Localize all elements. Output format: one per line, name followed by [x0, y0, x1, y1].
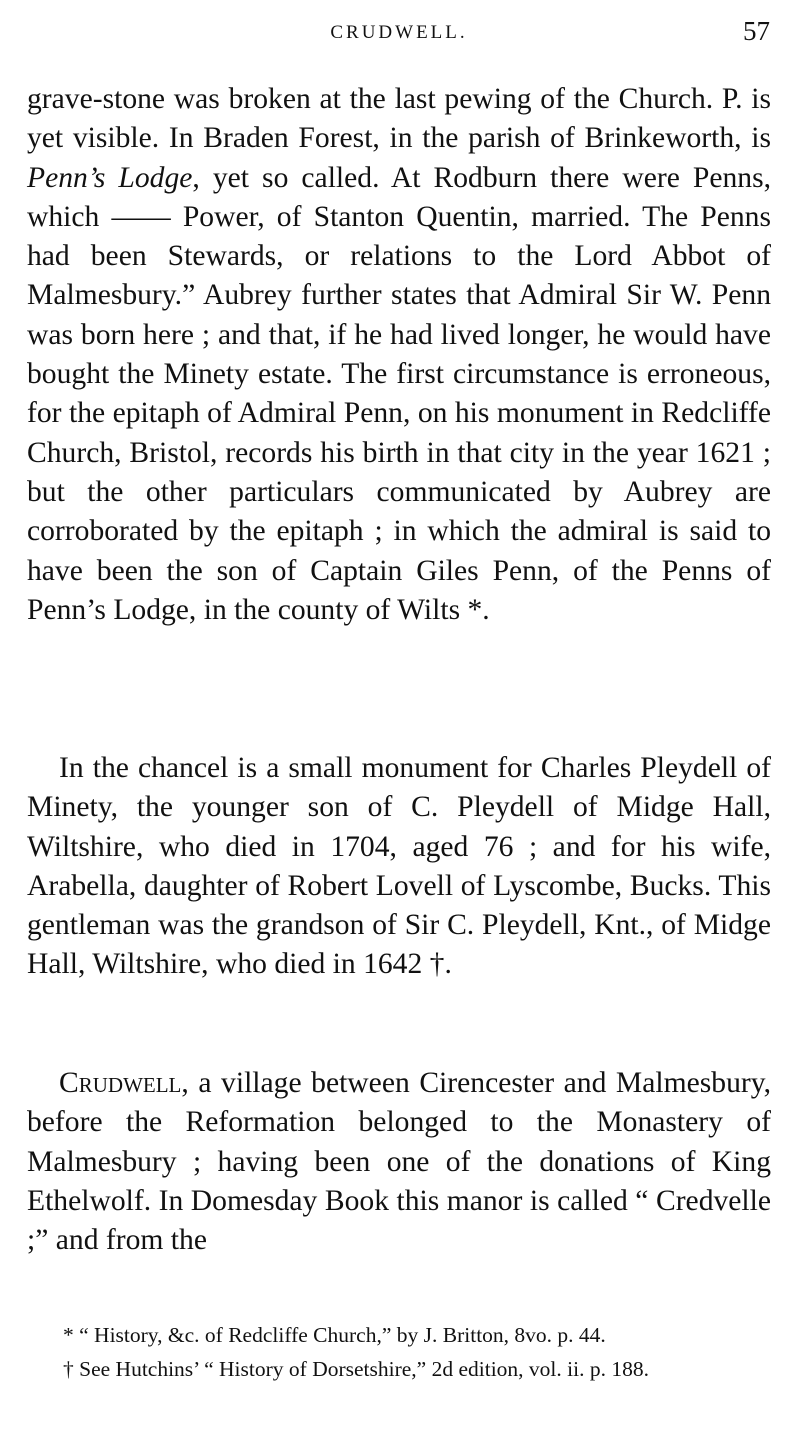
footnote-2: † See Hutchins’ “ History of Dorsetshire,” 2d edition, vol. ii. p. 188. — [63, 1357, 649, 1381]
footnotes — [27, 1318, 771, 1386]
paragraph-text: In the chancel is a small monument for Charles Pleydell of Minety, the younger son of C. Pleydell of Midge Hall, Wiltshire, who died in 1704, aged 76 ; and for his wife, Arabella, daughter of Robert Lovell of Lyscombe, Bucks. This gentleman was the grandson of Sir C. Pleydell, Knt., of Midge Hall, Wiltshire, who died in 1642 †. — [27, 752, 771, 981]
crudwell-lead: Crudwell — [59, 1067, 182, 1099]
paragraph-text: , a village between Cirencester and Malmesbury, before the Reformation belonged to the Monastery of Malmesbury ; having been one of the donations of King Ethelwolf. In Domesday Book this manor is called “ Credvelle ;” and from the — [27, 1067, 771, 1257]
running-head — [28, 14, 770, 54]
paragraph-crudwell — [27, 1064, 771, 1260]
paragraph-text: grave-stone was broken at the last pewing of the Church. P. is yet visible. In Braden Forest, in the parish of Brinkeworth, is — [27, 83, 771, 155]
page-number: 57 — [743, 16, 770, 46]
paragraph-text: , yet so called. At Rodburn there were Penns, which —— Power, of Stanton Quentin, married. The Penns had been Stewards, or relations to the Lord Abbot of Malmesbury.” Aubrey further states that Admiral Sir W. Penn was born here ; and that, if he had lived longer, he would have bought the Minety estate. The first circumstance is erroneous, for the epitaph of Admiral Penn, on his monument in Redcliffe Church, Bristol, records his birth in that city in the year 1621 ; but the other particulars communicated by Aubrey are corroborated by the epitaph ; in which the admiral is said to have been the son of Captain Giles Penn, of the Penns of Penn’s Lodge, in the county of Wilts *. — [27, 161, 771, 626]
paragraph-chancel — [27, 749, 771, 985]
footnote-1: * “ History, &c. of Redcliffe Church,” by J. Britton, 8vo. p. 44. — [63, 1323, 606, 1347]
running-title: CRUDWELL. — [330, 22, 468, 43]
paragraph-continuation — [27, 80, 771, 630]
italic-penns-lodge: Penn’s Lodge — [27, 161, 193, 194]
